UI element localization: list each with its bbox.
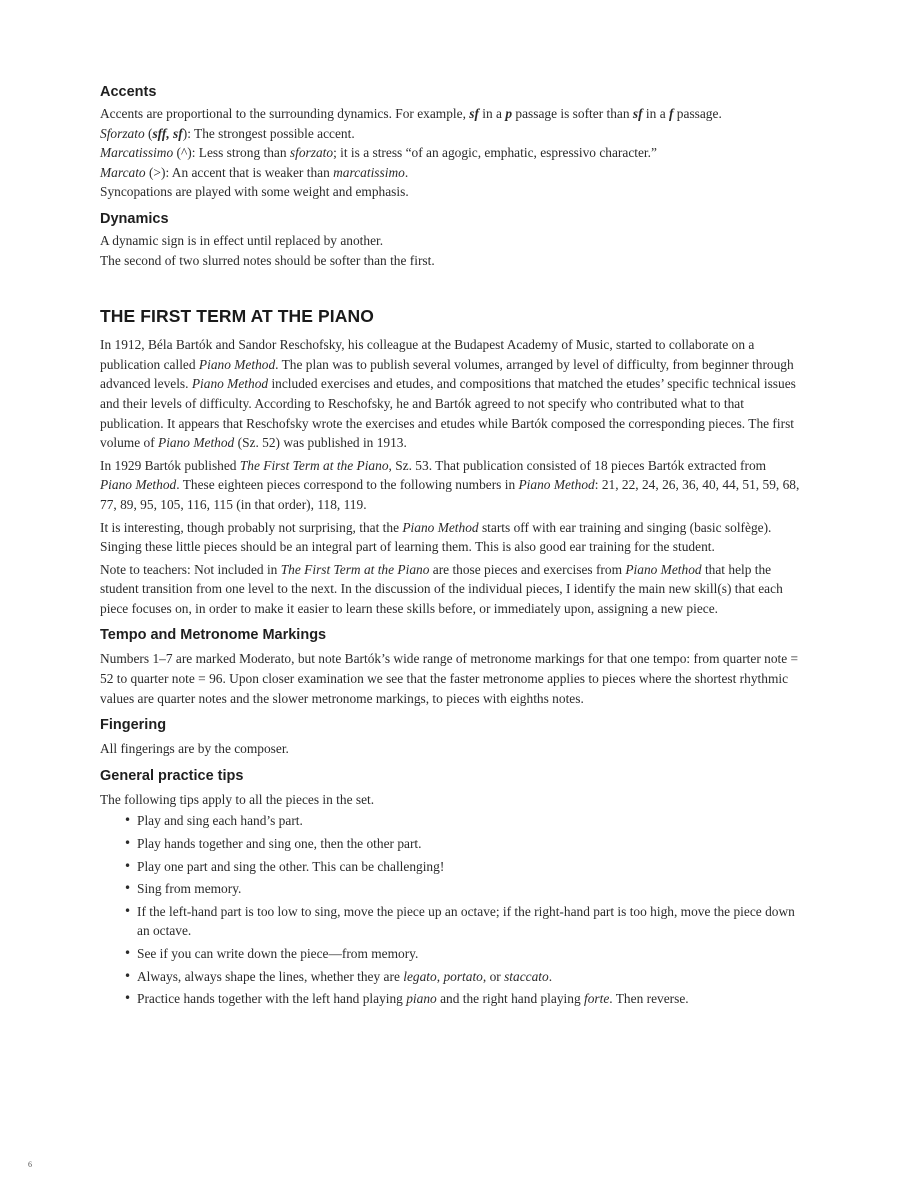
history-paragraph bbox=[100, 335, 800, 453]
text-run: starts off with ear training and singing (basic solfège). Singing these little pieces should be an integral part of learning them. This is also good ear training for the student. bbox=[100, 519, 772, 555]
text-run: (>): An accent that is weaker than bbox=[145, 164, 334, 180]
first-term-section bbox=[100, 306, 800, 618]
text-run: Practice hands together with the left hand playing bbox=[137, 991, 407, 1007]
marcato-definition bbox=[100, 163, 800, 183]
page-number: 6 bbox=[28, 1160, 32, 1169]
dynamics-heading: Dynamics bbox=[100, 210, 169, 227]
list-item bbox=[137, 967, 800, 987]
text-run: Always, always shape the lines, whether they are bbox=[137, 968, 404, 984]
marcatissimo-term: Marcatissimo bbox=[100, 145, 174, 161]
text-run: , or bbox=[482, 968, 505, 984]
sf-marking: sf bbox=[632, 106, 643, 121]
text-run: (Sz. 52) was published in 1913. bbox=[234, 435, 407, 451]
first-term-title: The First Term at the Piano bbox=[239, 457, 389, 473]
publication-paragraph bbox=[100, 456, 800, 515]
piano-term: piano bbox=[406, 991, 437, 1007]
dynamics-line-1: A dynamic sign is in effect until replaced by another. bbox=[100, 232, 384, 248]
sf-marking: sf bbox=[469, 106, 479, 121]
text-run: In 1912, Béla Bartók and Sandor Reschofsky, his colleague at the Budapest Academy of Music, started to collaborate on a publication called bbox=[100, 337, 755, 372]
legato-term: legato bbox=[403, 968, 437, 984]
first-term-title: The First Term at the Piano bbox=[280, 561, 430, 577]
text-run: In 1929 Bartók published bbox=[100, 457, 240, 473]
portato-term: portato bbox=[443, 968, 483, 984]
text-run: included exercises and etudes, and compositions that matched the etudes’ specific technical issues and their levels of difficulty. According to Reschofsky, he and Bartók agreed to not specify who contributed what to that publication. It appears that Reschofsky wrote the exercises and etudes while Bartók composed the corresponding pieces. The first volume of bbox=[100, 376, 796, 451]
sforzato-definition bbox=[100, 124, 800, 144]
dynamics-section bbox=[100, 211, 800, 270]
text-run: : 21, 22, 24, 26, 36, 40, 44, 51, 59, 68, 77, 89, 95, 105, 116, 115 (in that order), 118, 119. bbox=[100, 477, 800, 512]
staccato-term: staccato bbox=[504, 968, 549, 984]
piano-method-title: Piano Method bbox=[158, 435, 235, 451]
sforzato-term: Sforzato bbox=[100, 125, 145, 141]
text-run: that help the student transition from one level to the next. In the discussion of the individual pieces, I identify the main new skill(s) that each piece focuses on, in order to make it easier to learn these skills before, or immediately upon, assigning a new piece. bbox=[100, 561, 783, 616]
list-item: • Play one part and sing the other. This can be challenging! bbox=[137, 857, 800, 877]
list-item: • Play and sing each hand’s part. bbox=[137, 811, 800, 831]
text-run: . These eighteen pieces correspond to the following numbers in bbox=[176, 477, 519, 493]
teachers-note-paragraph bbox=[100, 560, 800, 619]
fingering-section bbox=[100, 717, 800, 759]
page-content bbox=[100, 84, 800, 1012]
first-term-heading: THE FIRST TERM AT THE PIANO bbox=[100, 306, 374, 327]
piano-method-title: Piano Method bbox=[402, 519, 479, 535]
text-run: in a bbox=[642, 106, 669, 121]
piano-method-title: Piano Method bbox=[518, 477, 595, 493]
text-run: . bbox=[548, 968, 553, 984]
text-run: and the right hand playing bbox=[436, 991, 584, 1007]
fingering-heading: Fingering bbox=[100, 717, 167, 734]
ear-training-paragraph bbox=[100, 518, 800, 557]
list-item bbox=[137, 989, 800, 1009]
sfz-markings: sff, sf bbox=[152, 125, 183, 141]
marcatissimo-definition bbox=[100, 143, 800, 163]
forte-term: forte bbox=[584, 991, 610, 1007]
practice-tips-heading: General practice tips bbox=[100, 767, 244, 784]
text-run: , bbox=[436, 968, 444, 984]
tempo-heading: Tempo and Metronome Markings bbox=[100, 627, 327, 644]
text-run: . bbox=[404, 164, 409, 180]
text-run: ( bbox=[144, 125, 153, 141]
fingering-text: All fingerings are by the composer. bbox=[100, 741, 289, 757]
piano-method-title: Piano Method bbox=[100, 477, 177, 493]
sforzato-ref: sforzato bbox=[289, 145, 334, 161]
text-run: , Sz. 53. That publication consisted of 18 pieces Bartók extracted from bbox=[388, 457, 767, 473]
syncopations-text: Syncopations are played with some weight and emphasis. bbox=[100, 184, 409, 200]
f-marking: f bbox=[668, 106, 674, 121]
text-run: in a bbox=[478, 106, 506, 121]
piano-method-title: Piano Method bbox=[625, 561, 702, 577]
accents-heading: Accents bbox=[100, 84, 157, 100]
text-run: (^): Less strong than bbox=[173, 145, 290, 161]
text-run: Accents are proportional to the surrounding dynamics. For example, bbox=[100, 106, 470, 121]
tempo-section bbox=[100, 627, 800, 708]
dynamics-line-2: The second of two slurred notes should be softer than the first. bbox=[100, 252, 435, 268]
text-run: It is interesting, though probably not surprising, that the bbox=[100, 519, 403, 535]
list-item: • If the left-hand part is too low to sing, move the piece up an octave; if the right-hand part is too high, move the piece down an octave. bbox=[137, 902, 800, 941]
marcato-term: Marcato bbox=[100, 164, 146, 180]
tempo-text: Numbers 1–7 are marked Moderato, but note Bartók’s wide range of metronome markings for that one tempo: from quarter note = 52 to quarter note = 96. Upon closer examination we see that the faster metronome applies to pieces where the shortest rhythmic values are quarter notes and the slower metronome markings, to pieces with eighths notes. bbox=[100, 651, 799, 706]
text-run: ): The strongest possible accent. bbox=[182, 125, 355, 141]
list-item: • Play hands together and sing one, then the other part. bbox=[137, 834, 800, 854]
practice-tips-intro: The following tips apply to all the pieces in the set. bbox=[100, 791, 375, 807]
text-run: . Then reverse. bbox=[609, 991, 689, 1007]
accents-section bbox=[100, 84, 800, 202]
text-run: . The plan was to publish several volumes, arranged by level of difficulty, from beginner through advanced levels. bbox=[100, 356, 794, 392]
list-item: • See if you can write down the piece—from memory. bbox=[137, 944, 800, 964]
text-run: passage. bbox=[673, 106, 722, 121]
marcatissimo-ref: marcatissimo bbox=[333, 164, 405, 180]
piano-method-title: Piano Method bbox=[191, 376, 269, 392]
text-run: ; it is a stress “of an agogic, emphatic, espressivo character.” bbox=[333, 145, 657, 161]
practice-tips-section bbox=[100, 768, 800, 1009]
text-run: passage is softer than bbox=[512, 106, 633, 121]
p-marking: p bbox=[505, 106, 513, 121]
list-item: • Sing from memory. bbox=[137, 879, 800, 899]
text-run: are those pieces and exercises from bbox=[429, 561, 626, 577]
practice-tips-list bbox=[100, 811, 800, 1008]
piano-method-title: Piano Method bbox=[198, 356, 276, 372]
text-run: Note to teachers: Not included in bbox=[100, 561, 281, 577]
accents-proportional-text bbox=[100, 104, 800, 124]
